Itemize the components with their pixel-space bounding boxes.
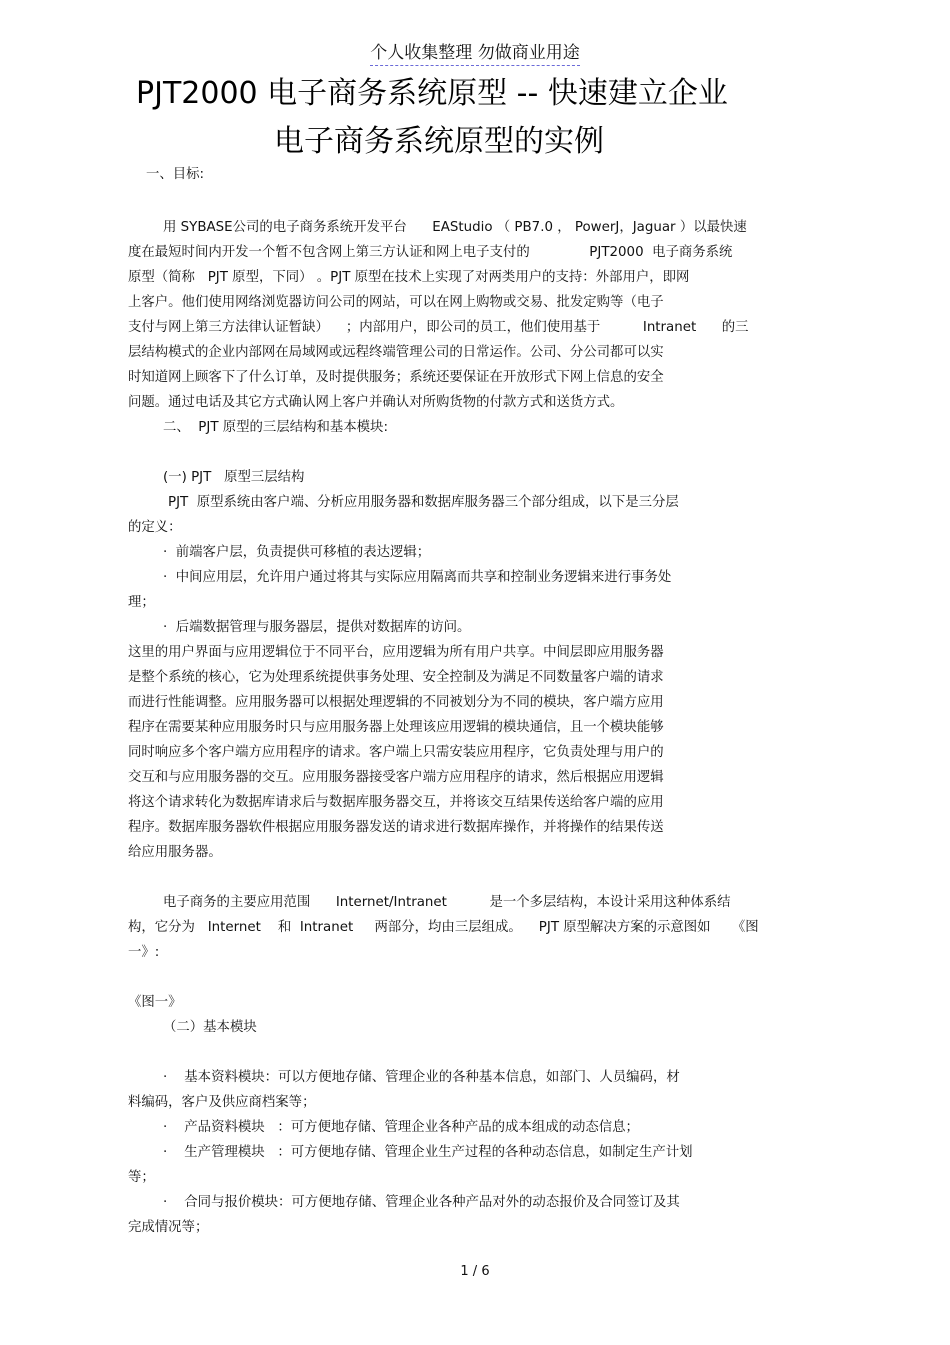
bullet-item: · 生产管理模块 ：可方便地存储、管理企业生产过程的各种动态信息，如制定生产计划 [163, 1145, 693, 1160]
subsection-heading-modules: （二）基本模块 [163, 1020, 257, 1035]
paragraph-line: 用 SYBASE公司的电子商务系统开发平台 EAStudio （ PB7.0 ， PowerJ，Jaguar ）以最快速 [163, 220, 747, 235]
document-title-line-2: 电子商务系统原型的实例 [274, 124, 604, 159]
paragraph-line: 度在最短时间内开发一个暂不包含网上第三方认证和网上电子支付的 PJT2000 电子商务系统 [128, 245, 733, 260]
paragraph-line: 这里的用户界面与应用逻辑位于不同平台，应用逻辑为所有用户共享。中间层即应用服务器 [128, 645, 664, 660]
paragraph-line: 上客户。他们使用网络浏览器访问公司的网站，可以在网上购物或交易、批发定购等（电子 [128, 295, 664, 310]
paragraph-line: 程序。数据库服务器软件根据应用服务器发送的请求进行数据库操作，并将操作的结果传送 [128, 820, 664, 835]
paragraph-line: 程序在需要某种应用服务时只与应用服务器上处理该应用逻辑的模块通信，且一个模块能够 [128, 720, 664, 735]
bullet-item: · 前端客户层，负责提供可移植的表达逻辑； [163, 545, 431, 560]
paragraph-line: 的定义： [128, 520, 182, 535]
section-heading-structure: 二、 PJT 原型的三层结构和基本模块: [163, 420, 388, 435]
paragraph-line: 理； [128, 595, 155, 610]
paragraph-line: 一》: [128, 945, 160, 960]
paragraph-line: 将这个请求转化为数据库请求后与数据库服务器交互，并将该交互结果传送给客户端的应用 [128, 795, 664, 810]
document-title-line-1: PJT2000 电子商务系统原型 -- 快速建立企业 [136, 76, 728, 111]
bullet-item: · 产品资料模块 ：可方便地存储、管理企业各种产品的成本组成的动态信息； [163, 1120, 639, 1135]
bullet-item: · 基本资料模块：可以方便地存储、管理企业的各种基本信息，如部门、人员编码，材 [163, 1070, 680, 1085]
paragraph-line: 支付与网上第三方法律认证暂缺） ；内部用户，即公司的员工，他们使用基于 Intranet 的三 [128, 320, 749, 335]
bullet-item: · 后端数据管理与服务器层，提供对数据库的访问。 [163, 620, 471, 635]
paragraph-line: 同时响应多个客户端方应用程序的请求。客户端上只需安装应用程序，它负责处理与用户的 [128, 745, 664, 760]
paragraph-line: 交互和与应用服务器的交互。应用服务器接受客户端方应用程序的请求，然后根据应用逻辑 [128, 770, 664, 785]
paragraph-line: 而进行性能调整。应用服务器可以根据处理逻辑的不同被划分为不同的模块，客户端方应用 [128, 695, 664, 710]
paragraph-line: 原型（简称 PJT 原型，下同） 。PJT 原型在技术上实现了对两类用户的支持：外部用户，即网 [128, 270, 690, 285]
paragraph-line: 完成情况等； [128, 1220, 209, 1235]
bullet-item: · 中间应用层，允许用户通过将其与实际应用隔离而共享和控制业务逻辑来进行事务处 [163, 570, 672, 585]
bullet-item: · 合同与报价模块：可方便地存储、管理企业各种产品对外的动态报价及合同签订及其 [163, 1195, 680, 1210]
paragraph-line: 层结构模式的企业内部网在局域网或远程终端管理公司的日常运作。公司、分公司都可以实 [128, 345, 664, 360]
subsection-heading-three-tier: (一) PJT 原型三层结构 [163, 470, 305, 485]
paragraph-line: 构，它分为 Internet 和 Intranet 两部分，均由三层组成。 PJT 原型解决方案的示意图如 《图 [128, 920, 759, 935]
section-heading-goal: 一、目标: [146, 167, 205, 182]
paragraph-line: 是整个系统的核心，它为处理系统提供事务处理、安全控制及为满足不同数量客户端的请求 [128, 670, 664, 685]
paragraph-line: 等； [128, 1170, 155, 1185]
page-number: 1 / 6 [460, 1264, 490, 1279]
paragraph-line: 给应用服务器。 [128, 845, 222, 860]
header-watermark: 个人收集整理 勿做商业用途 [0, 42, 950, 64]
paragraph-line: 电子商务的主要应用范围 Internet/Intranet 是一个多层结构，本设计采用这种体系结 [163, 895, 731, 910]
figure-caption: 《图一》 [128, 995, 182, 1010]
paragraph-line: PJT 原型系统由客户端、分析应用服务器和数据库服务器三个部分组成，以下是三分层 [168, 495, 679, 510]
paragraph-line: 时知道网上顾客下了什么订单，及时提供服务；系统还要保证在开放形式下网上信息的安全 [128, 370, 664, 385]
paragraph-line: 料编码，客户及供应商档案等； [128, 1095, 316, 1110]
paragraph-line: 问题。通过电话及其它方式确认网上客户并确认对所购货物的付款方式和送货方式。 [128, 395, 624, 410]
